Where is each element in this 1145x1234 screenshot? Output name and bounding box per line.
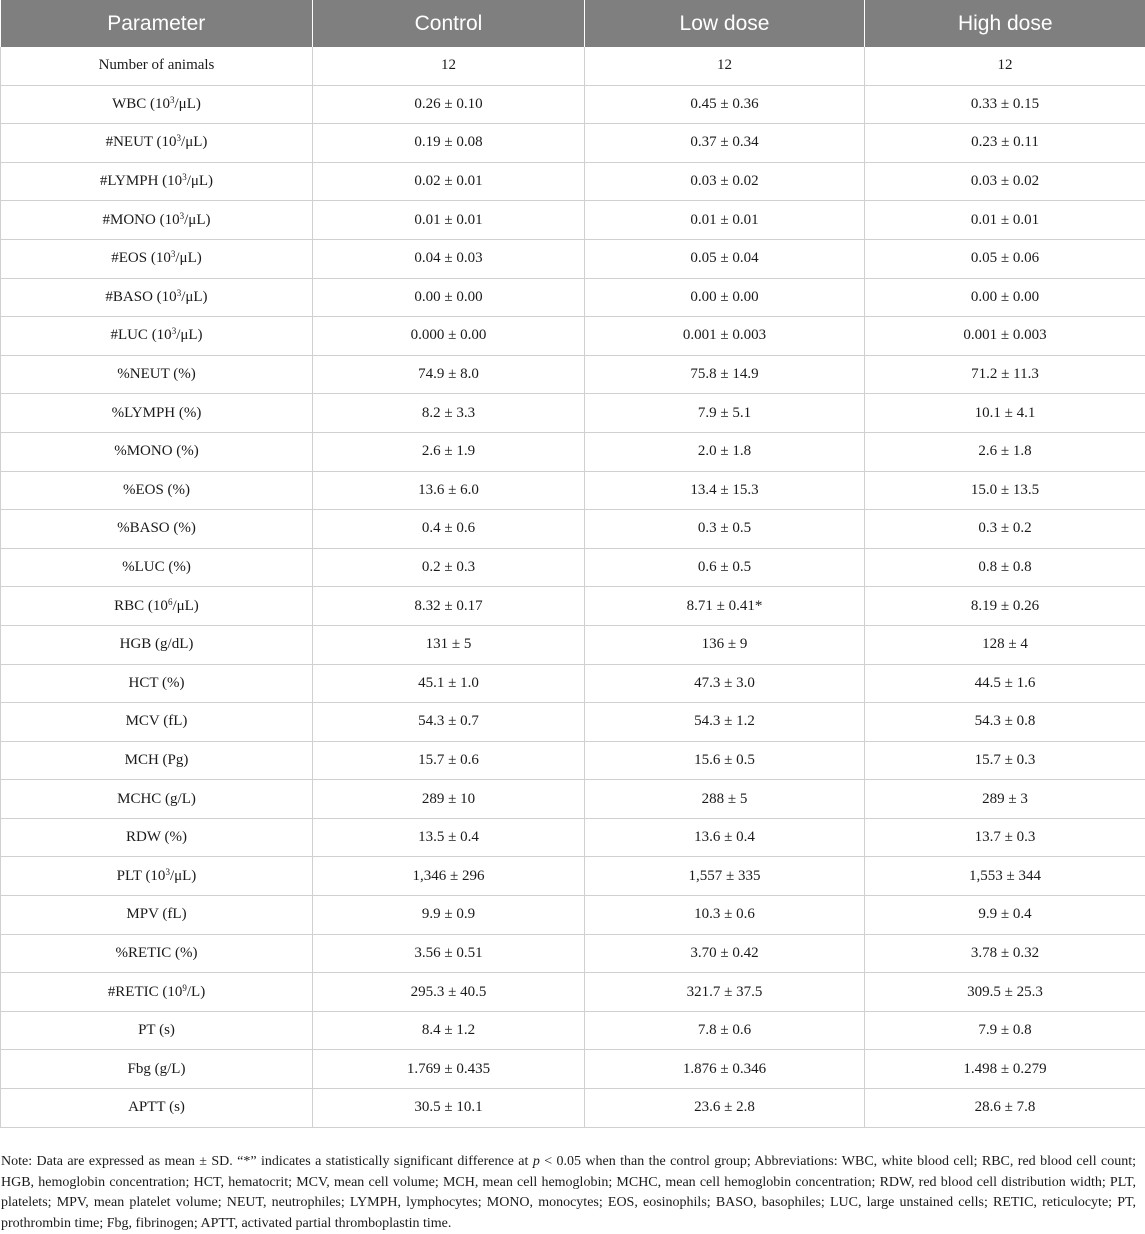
parameter-label: %NEUT (%) xyxy=(117,366,195,382)
table-row xyxy=(1,1011,1145,1050)
table-row xyxy=(1,124,1145,163)
high-dose-value-cell: 0.33 ± 0.15 xyxy=(865,85,1145,124)
parameter-label: %EOS (%) xyxy=(123,482,190,498)
control-value-cell: 295.3 ± 40.5 xyxy=(313,973,585,1012)
parameter-label: #RETIC (10 xyxy=(108,984,183,1000)
low-dose-value-cell: 2.0 ± 1.8 xyxy=(585,432,865,471)
high-dose-value-cell: 0.00 ± 0.00 xyxy=(865,278,1145,317)
parameter-unit: /μL) xyxy=(184,212,210,228)
parameter-exponent: 3 xyxy=(177,133,182,143)
low-dose-value-cell: 0.3 ± 0.5 xyxy=(585,510,865,549)
parameter-label: Number of animals xyxy=(99,57,215,73)
parameter-cell xyxy=(1,47,313,85)
low-dose-value-cell: 13.4 ± 15.3 xyxy=(585,471,865,510)
table-row xyxy=(1,201,1145,240)
parameter-label: WBC (10 xyxy=(112,96,170,112)
parameter-unit: /μL) xyxy=(176,327,202,343)
parameter-unit: /μL) xyxy=(175,96,201,112)
control-value-cell: 8.2 ± 3.3 xyxy=(313,394,585,433)
parameter-cell xyxy=(1,1050,313,1089)
high-dose-value-cell: 0.8 ± 0.8 xyxy=(865,548,1145,587)
control-value-cell: 0.26 ± 0.10 xyxy=(313,85,585,124)
parameter-exponent: 3 xyxy=(180,211,185,221)
parameter-label: #BASO (10 xyxy=(105,289,176,305)
table-row xyxy=(1,317,1145,356)
control-value-cell: 2.6 ± 1.9 xyxy=(313,432,585,471)
low-dose-value-cell: 23.6 ± 2.8 xyxy=(585,1089,865,1128)
column-header-parameter: Parameter xyxy=(1,0,313,47)
high-dose-value-cell: 2.6 ± 1.8 xyxy=(865,432,1145,471)
low-dose-value-cell: 136 ± 9 xyxy=(585,625,865,664)
control-value-cell: 3.56 ± 0.51 xyxy=(313,934,585,973)
control-value-cell: 0.00 ± 0.00 xyxy=(313,278,585,317)
low-dose-value-cell: 3.70 ± 0.42 xyxy=(585,934,865,973)
parameter-label: MCHC (g/L) xyxy=(117,791,196,807)
table-row xyxy=(1,973,1145,1012)
table-row xyxy=(1,548,1145,587)
note-text-before: Note: Data are expressed as mean ± SD. “*” indicates a statistically significant difference at xyxy=(1,1154,533,1169)
parameter-cell xyxy=(1,587,313,626)
low-dose-value-cell: 1,557 ± 335 xyxy=(585,857,865,896)
table-row xyxy=(1,471,1145,510)
parameter-unit: /μL) xyxy=(170,868,196,884)
parameter-cell xyxy=(1,239,313,278)
parameter-cell xyxy=(1,548,313,587)
low-dose-value-cell: 7.9 ± 5.1 xyxy=(585,394,865,433)
parameter-cell xyxy=(1,471,313,510)
table-row xyxy=(1,432,1145,471)
parameter-cell xyxy=(1,625,313,664)
parameter-unit: /μL) xyxy=(175,250,201,266)
table-row xyxy=(1,857,1145,896)
parameter-label: HCT (%) xyxy=(129,675,185,691)
low-dose-value-cell: 321.7 ± 37.5 xyxy=(585,973,865,1012)
table-row xyxy=(1,162,1145,201)
low-dose-value-cell: 0.001 ± 0.003 xyxy=(585,317,865,356)
low-dose-value-cell: 75.8 ± 14.9 xyxy=(585,355,865,394)
note-p-symbol: p xyxy=(533,1154,540,1169)
table-row xyxy=(1,510,1145,549)
high-dose-value-cell: 9.9 ± 0.4 xyxy=(865,896,1145,935)
low-dose-value-cell: 1.876 ± 0.346 xyxy=(585,1050,865,1089)
high-dose-value-cell: 1.498 ± 0.279 xyxy=(865,1050,1145,1089)
table-row xyxy=(1,394,1145,433)
low-dose-value-cell: 0.45 ± 0.36 xyxy=(585,85,865,124)
control-value-cell: 0.4 ± 0.6 xyxy=(313,510,585,549)
parameter-cell xyxy=(1,818,313,857)
note-text-after: < 0.05 when than the control group; Abbreviations: WBC, white blood cell; RBC, red blood cell count; HGB, hemoglobin concentration; HCT, hematocrit; MCV, mean cell volume; MCH, mean cell hemoglobin; MCHC, mean cell hemoglobin concentration; RDW, red blood cell distribution width; PLT, platelets; MPV, mean platelet volume; NEUT, neutrophiles; LYMPH, lymphocytes; MONO, monocytes; EOS, eosinophils; BASO, basophiles; LUC, large unstained cells; RETIC, reticulocyte; PT, prothrombin time; Fbg, fibrinogen; APTT, activated partial thromboplastin time. xyxy=(1,1154,1136,1231)
low-dose-value-cell: 47.3 ± 3.0 xyxy=(585,664,865,703)
parameter-exponent: 3 xyxy=(172,326,177,336)
parameter-cell xyxy=(1,355,313,394)
parameter-label: #MONO (10 xyxy=(103,212,180,228)
low-dose-value-cell: 0.37 ± 0.34 xyxy=(585,124,865,163)
table-row xyxy=(1,896,1145,935)
parameter-cell xyxy=(1,703,313,742)
high-dose-value-cell: 10.1 ± 4.1 xyxy=(865,394,1145,433)
table-row xyxy=(1,1089,1145,1128)
parameter-label: RBC (10 xyxy=(114,598,168,614)
low-dose-value-cell: 288 ± 5 xyxy=(585,780,865,819)
high-dose-value-cell: 3.78 ± 0.32 xyxy=(865,934,1145,973)
parameter-unit: /μL) xyxy=(172,598,198,614)
control-value-cell: 12 xyxy=(313,47,585,85)
high-dose-value-cell: 54.3 ± 0.8 xyxy=(865,703,1145,742)
parameter-label: %MONO (%) xyxy=(114,443,199,459)
table-row xyxy=(1,355,1145,394)
low-dose-value-cell: 0.00 ± 0.00 xyxy=(585,278,865,317)
low-dose-value-cell: 0.03 ± 0.02 xyxy=(585,162,865,201)
high-dose-value-cell: 15.7 ± 0.3 xyxy=(865,741,1145,780)
parameter-label: RDW (%) xyxy=(126,829,187,845)
parameter-exponent: 3 xyxy=(177,288,182,298)
control-value-cell: 30.5 ± 10.1 xyxy=(313,1089,585,1128)
parameter-label: #LUC (10 xyxy=(110,327,171,343)
parameter-cell xyxy=(1,857,313,896)
low-dose-value-cell: 0.05 ± 0.04 xyxy=(585,239,865,278)
parameter-unit: /L) xyxy=(187,984,205,1000)
parameter-label: #NEUT (10 xyxy=(106,134,177,150)
high-dose-value-cell: 8.19 ± 0.26 xyxy=(865,587,1145,626)
column-header-low-dose: Low dose xyxy=(585,0,865,47)
parameter-exponent: 3 xyxy=(182,172,187,182)
parameter-label: #EOS (10 xyxy=(111,250,171,266)
parameter-label: %LYMPH (%) xyxy=(112,405,202,421)
high-dose-value-cell: 0.23 ± 0.11 xyxy=(865,124,1145,163)
control-value-cell: 0.01 ± 0.01 xyxy=(313,201,585,240)
high-dose-value-cell: 15.0 ± 13.5 xyxy=(865,471,1145,510)
low-dose-value-cell: 0.6 ± 0.5 xyxy=(585,548,865,587)
high-dose-value-cell: 12 xyxy=(865,47,1145,85)
control-value-cell: 0.02 ± 0.01 xyxy=(313,162,585,201)
control-value-cell: 1,346 ± 296 xyxy=(313,857,585,896)
parameter-exponent: 3 xyxy=(165,867,170,877)
parameter-unit: /μL) xyxy=(181,134,207,150)
high-dose-value-cell: 28.6 ± 7.8 xyxy=(865,1089,1145,1128)
parameter-exponent: 3 xyxy=(171,249,176,259)
table-row xyxy=(1,239,1145,278)
control-value-cell: 45.1 ± 1.0 xyxy=(313,664,585,703)
table-row xyxy=(1,587,1145,626)
parameter-cell xyxy=(1,510,313,549)
parameter-label: APTT (s) xyxy=(128,1099,185,1115)
low-dose-value-cell: 54.3 ± 1.2 xyxy=(585,703,865,742)
table-row xyxy=(1,741,1145,780)
parameter-cell xyxy=(1,85,313,124)
parameter-label: %LUC (%) xyxy=(122,559,191,575)
control-value-cell: 8.32 ± 0.17 xyxy=(313,587,585,626)
control-value-cell: 1.769 ± 0.435 xyxy=(313,1050,585,1089)
parameter-cell xyxy=(1,934,313,973)
control-value-cell: 0.2 ± 0.3 xyxy=(313,548,585,587)
parameter-cell xyxy=(1,394,313,433)
parameter-cell xyxy=(1,124,313,163)
parameter-cell xyxy=(1,1089,313,1128)
parameter-cell xyxy=(1,317,313,356)
table-row xyxy=(1,1050,1145,1089)
high-dose-value-cell: 7.9 ± 0.8 xyxy=(865,1011,1145,1050)
table-footnote xyxy=(0,1152,1136,1234)
low-dose-value-cell: 10.3 ± 0.6 xyxy=(585,896,865,935)
high-dose-value-cell: 1,553 ± 344 xyxy=(865,857,1145,896)
control-value-cell: 54.3 ± 0.7 xyxy=(313,703,585,742)
table-row xyxy=(1,278,1145,317)
parameter-cell xyxy=(1,1011,313,1050)
control-value-cell: 74.9 ± 8.0 xyxy=(313,355,585,394)
parameter-cell xyxy=(1,278,313,317)
parameter-label: MCV (fL) xyxy=(126,713,188,729)
parameter-cell xyxy=(1,432,313,471)
table-row xyxy=(1,664,1145,703)
table-row xyxy=(1,85,1145,124)
header-row xyxy=(1,0,1145,47)
parameter-exponent: 9 xyxy=(182,983,187,993)
control-value-cell: 13.6 ± 6.0 xyxy=(313,471,585,510)
parameter-label: PT (s) xyxy=(138,1022,175,1038)
parameter-cell xyxy=(1,201,313,240)
table-body xyxy=(1,47,1145,1127)
parameter-label: %BASO (%) xyxy=(117,520,196,536)
control-value-cell: 131 ± 5 xyxy=(313,625,585,664)
table-row xyxy=(1,780,1145,819)
parameter-cell xyxy=(1,973,313,1012)
control-value-cell: 0.04 ± 0.03 xyxy=(313,239,585,278)
high-dose-value-cell: 0.3 ± 0.2 xyxy=(865,510,1145,549)
parameter-cell xyxy=(1,780,313,819)
low-dose-value-cell: 7.8 ± 0.6 xyxy=(585,1011,865,1050)
high-dose-value-cell: 0.001 ± 0.003 xyxy=(865,317,1145,356)
high-dose-value-cell: 128 ± 4 xyxy=(865,625,1145,664)
low-dose-value-cell: 12 xyxy=(585,47,865,85)
column-header-high-dose: High dose xyxy=(865,0,1145,47)
table-row xyxy=(1,818,1145,857)
parameter-label: PLT (10 xyxy=(117,868,166,884)
parameter-label: MCH (Pg) xyxy=(125,752,189,768)
high-dose-value-cell: 0.03 ± 0.02 xyxy=(865,162,1145,201)
low-dose-value-cell: 0.01 ± 0.01 xyxy=(585,201,865,240)
high-dose-value-cell: 13.7 ± 0.3 xyxy=(865,818,1145,857)
high-dose-value-cell: 44.5 ± 1.6 xyxy=(865,664,1145,703)
parameter-cell xyxy=(1,162,313,201)
parameter-cell xyxy=(1,896,313,935)
control-value-cell: 13.5 ± 0.4 xyxy=(313,818,585,857)
parameter-unit: /μL) xyxy=(181,289,207,305)
low-dose-value-cell: 15.6 ± 0.5 xyxy=(585,741,865,780)
control-value-cell: 15.7 ± 0.6 xyxy=(313,741,585,780)
low-dose-value-cell: 8.71 ± 0.41* xyxy=(585,587,865,626)
parameter-unit: /μL) xyxy=(187,173,213,189)
high-dose-value-cell: 71.2 ± 11.3 xyxy=(865,355,1145,394)
parameter-exponent: 3 xyxy=(170,95,175,105)
control-value-cell: 9.9 ± 0.9 xyxy=(313,896,585,935)
control-value-cell: 0.000 ± 0.00 xyxy=(313,317,585,356)
parameter-label: HGB (g/dL) xyxy=(120,636,194,652)
control-value-cell: 289 ± 10 xyxy=(313,780,585,819)
control-value-cell: 0.19 ± 0.08 xyxy=(313,124,585,163)
high-dose-value-cell: 309.5 ± 25.3 xyxy=(865,973,1145,1012)
control-value-cell: 8.4 ± 1.2 xyxy=(313,1011,585,1050)
parameter-label: %RETIC (%) xyxy=(115,945,197,961)
parameter-cell xyxy=(1,664,313,703)
parameter-exponent: 6 xyxy=(168,597,173,607)
table-row xyxy=(1,934,1145,973)
table-row xyxy=(1,625,1145,664)
high-dose-value-cell: 0.01 ± 0.01 xyxy=(865,201,1145,240)
high-dose-value-cell: 289 ± 3 xyxy=(865,780,1145,819)
table-row xyxy=(1,47,1145,85)
table-row xyxy=(1,703,1145,742)
parameter-cell xyxy=(1,741,313,780)
low-dose-value-cell: 13.6 ± 0.4 xyxy=(585,818,865,857)
table-header xyxy=(1,0,1145,47)
high-dose-value-cell: 0.05 ± 0.06 xyxy=(865,239,1145,278)
parameter-label: Fbg (g/L) xyxy=(128,1061,186,1077)
parameter-label: #LYMPH (10 xyxy=(100,173,182,189)
column-header-control: Control xyxy=(313,0,585,47)
parameter-label: MPV (fL) xyxy=(126,906,186,922)
